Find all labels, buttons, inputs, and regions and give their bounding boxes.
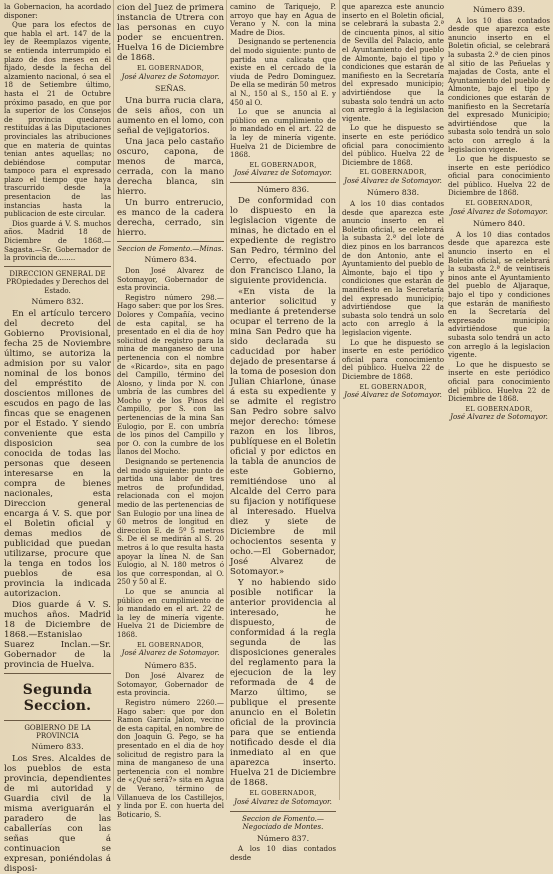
section-heading: DIRECCION GENERAL DE PROpiedades y Derechos del Estado. [6, 269, 109, 295]
paragraph: Y no habiendo sido posible notificar la anterior providencia al interesado, he dispuesto, de conformidad á la regla segunda de las disposiciones generales del reglamento para la ejecucion de la ley reformada de 4 de Marzo último, se publique el presente anuncio en el Boletin oficial de la provincia para que se entienda notificado desde el dia inmediato al en que aparezca inserto. Huelva 21 de Diciembre de 1868. [230, 578, 336, 789]
signature-title: EL GOBERNADOR, [359, 382, 427, 391]
notice-number: Número 838. [366, 188, 420, 198]
paragraph: Registro número 298.—Hago saber: que por los Sres. Dolores y Compañía, vecino de esta capital, se ha presentado en el dia de hoy solicitud de registro para la mina de manganeso de una pertenencia con el nombre de «Ricardo», sita en pago del Campillo, término del Alosno, y linda por N. con umbría de las cumbres del Mocho y de los Pinos del Campillo, por S. con las pertenencias de la mina San Eulogio, por E. con umbría de los pinos del Campillo y por O. con la cumbre de los llanos del Mocho. [117, 292, 224, 457]
paragraph: En el artículo tercero del decreto del Gobierno Provisional, fecha 25 de Noviembre último, se autoriza la admision por su valor nominal de los bonos del empréstito de doscientos millones de escudos en pago de las fincas que se enagenen por el Estado. Y siendo conveniente que esta disposicion sea conocida de todas las personas que deseen interesarse en la compra de bienes nacionales, esta Direccion general encarga á V. S. que por el Boletin oficial y demas medios de publicidad que puedan utilizarse, procure que la tenga en todos los pueblos de esa provincia la indicada autorizacion. [4, 308, 111, 599]
divider [4, 673, 111, 674]
signature-title: EL GOBERNADOR, [136, 64, 205, 72]
paragraph: Lo que se anuncia al público en cumplimiento de lo mandado en el art. 22 de la ley de minería vigente. Huelva 21 de Diciembre de 1868. [230, 107, 336, 160]
column-1 [4, 2, 111, 874]
paragraph: Lo que he dispuesto se inserte en este periódico oficial para conocimiento del público. Huelva 22 de Diciembre de 1868. [448, 154, 550, 198]
section-heading: Seccion de Fomento.—Negociado de Montes. [241, 813, 324, 832]
paragraph: Que para los efectos de que habla el art. 147 de la ley de Reemplazos vigente, se entienda interrumpido el plazo de dos meses en él fijado, desde la fecha del alzamiento nacional, ó sea el 18 de Setiembre último, hasta el 21 de Octubre próximo pasado, en que por la superior de los Consejos de provincia quedaron restituidas á las Diputaciones provinciales las atribuciones que en materia de quintas tenian antes aquellas; no debiéndose computar tampoco para el expresado plazo el tiempo que haya trascurrido desde la presentacion de las instancias hasta la publicacion de este circular. [4, 20, 111, 219]
paragraph: A los 10 dias contados desde que aparezca este anuncio inserto en el Boletin oficial, se celebrará la subasta 2.ª del lote de diez pinos en los barrancos de don Antonio, ante el Ayuntamiento del pueblo de Almonte, bajo el tipo y condiciones que estarán de manifiesto en la Secretaría del expresado municipio; advirtiéndose que la subasta solo tendrá un solo acto con arreglo á la legislacion vigente. [342, 199, 444, 337]
notice-number: Número 840. [472, 219, 526, 229]
signature: José Alvarez de Sotomayor. [121, 71, 220, 81]
paragraph: Dios guarde á V. S. muchos años. Madrid 18 de Diciembre de 1868.—Estanislao Suarez Inclan.—Sr. Gobernador de la provincia de Huelva. [4, 599, 111, 670]
paragraph: Don José Alvarez de Sotomayor, Gobernador de esta provincia. [117, 671, 224, 698]
signature-title: EL GOBERNADOR, [249, 160, 317, 169]
signature-title: EL GOBERNADOR, [465, 404, 533, 413]
column-rule [339, 0, 340, 800]
column-rule [113, 0, 114, 800]
paragraph: «En vista de la anterior solicitud y mediante á pretenderse ocupar el terreno de la mina San Pedro que ha sido declarada su caducidad por haber dejado de presentarse á la toma de posesion don Julian Chiarlone, únase á esta su expediente y se admite el registro San Pedro sobre salvo mejor derecho: tómese razon en los libros, publíquese en el Boletin oficial y por edictos en la tabla de anuncios de este Gobierno, remitiéndose uno al Alcalde del Cerro para su fijacion y notifíquese al interesado. Huelva diez y siete de Diciembre de mil ochocientos sesenta y ocho.—El Gobernador, José Alvarez de Sotomayor.» [230, 287, 336, 578]
divider [117, 241, 224, 242]
signature: José Alvarez de Sotomayor. [121, 648, 220, 658]
signature: José Alvarez de Sotomayor. [344, 390, 442, 400]
paragraph: Una jaca pelo castaño oscuro, capona, de menos de marca, cerrada, con la mano derecha blanca, sin hierro. [117, 136, 224, 197]
signature: José Alvarez de Sotomayor. [450, 412, 548, 422]
signature: José Alvarez de Sotomayor. [234, 168, 332, 178]
notice-number: Número 837. [256, 833, 310, 843]
section-heading: GOBIERNO DE LA PROVINCIA [24, 723, 91, 741]
paragraph: Don José Alvarez de Sotomayor, Gobernador de esta provincia. [117, 265, 224, 293]
signature: José Alvarez de Sotomayor. [234, 797, 332, 807]
paragraph: Los Sres. Alcaldes de los pueblos de esta provincia, dependientes de mi autoridad y Guardia civil de la misma averiguarán el paradero de las caballerías con las señas que á continuacion se expresan, poniéndolas á disposi- [4, 754, 111, 874]
divider [230, 182, 336, 183]
paragraph: Lo que he dispuesto se inserte en este periódico oficial para conocimiento del público. Huelva 22 de Diciembre de 1868. [342, 337, 444, 381]
paragraph: Registro número 2260.—Hago saber: que por don Ramon García Jalon, vecino de esta capital, en nombre de don Joaquin G. Pego, se ha presentado en el dia de hoy solicitud de registro para la mina de manganeso de una pertenencia con el nombre de «¿Qué será?» sita en Agua de Verano, término de Villanueva de los Castillejos, y linda por E. con huerta del Boticario, S. [117, 698, 224, 819]
notice-number: Número 833. [31, 742, 84, 752]
divider [4, 720, 111, 721]
signature-title: EL GOBERNADOR, [136, 640, 205, 649]
paragraph: Lo que he dispuesto se inserte en este periódico oficial para conocimiento del público. Huelva 22 de Diciembre de 1868. [342, 123, 444, 167]
paragraph: cion del Juez de primera instancia de Utrera con las personas en cuyo poder se encuentren. Huelva 16 de Diciembre de 1868. [117, 3, 224, 63]
paragraph: De conformidad con lo dispuesto en la legislacion vigente de minas, he dictado en el expediente de registro San Pedro, término del Cerro, efectuado por don Francisco Llano, la siguiente providencia. [230, 196, 336, 287]
signature: José Alvarez de Sotomayor. [344, 175, 442, 185]
notice-number: Número 832. [31, 297, 84, 307]
paragraph: Un burro entrerucio, es manco de la cadera derecha, cerrado, sin hierro. [117, 197, 224, 238]
signature-title: EL GOBERNADOR, [465, 199, 533, 208]
signature-title: EL GOBERNADOR, [359, 168, 427, 177]
paragraph: Lo que he dispuesto se inserte en este periódico oficial para conocimiento del público. Huelva 22 de Diciembre de 1868. [448, 359, 550, 404]
paragraph: que aparezca este anuncio inserto en el Boletin oficial, se celebrará la subasta 2.ª de cincuenta pinos, al sitio de Sevilla del Palacio, ante el Ayuntamiento del pueblo de Almonte, bajo el tipo y condiciones que estarán de manifiesto en la Secretaría del expresado municipio; advirtiéndose que la subasta solo tendrá un acto con arreglo á la legislacion vigente. [342, 2, 444, 123]
divider [230, 811, 336, 812]
column-2 [117, 3, 224, 819]
paragraph: la Gobernacion, ha acordado disponer: [4, 2, 111, 20]
column-4 [342, 3, 444, 798]
column-5 [448, 3, 550, 798]
notice-number: Número 836. [256, 184, 310, 194]
paragraph: Designando se pertenencia del modo siguiente: punto de partida una calicata que existe en el cercado de la viuda de Pedro Dominguez. De ella se medirán 50 metros al N., 150 al S., 150 al E. y 450 al O. [230, 37, 336, 107]
paragraph: A los 10 dias contados desde que aparezca este anuncio inserto en el Boletin oficial, se celebrará la subasta 2.ª de cien pinos al sitio de las Peñuelas y majadas de Costa, ante el Ayuntamiento del pueblo de Almonte, bajo el tipo y condiciones que estarán de manifiesto en la Secretaría del expresado Municipio; advirtiéndose que la subasta solo tendrá un solo acto con arreglo á la legislacion vigente. [448, 15, 550, 154]
paragraph: Lo que se anuncia al público en cumplimiento de lo mandado en el art. 22 de la ley de minería vigente. Huelva 21 de Diciembre de 1868. [117, 586, 224, 639]
paragraph: Una burra rucia clara, de seis años, con un aumento en el lomo, con señal de vejigatorios. [117, 95, 224, 136]
column-rule [226, 0, 227, 800]
paragraph: camino de Tariquejo, P. arroyo que hay en Agua de Verano y N. con la mina Madre de Dios. [230, 2, 336, 37]
notice-number: Número 834. [144, 255, 197, 265]
section-title: Segunda Seccion. [22, 681, 93, 714]
signature: José Alvarez de Sotomayor. [450, 206, 548, 216]
notice-number: Número 835. [144, 660, 197, 670]
paragraph: A los 10 dias contados desde que aparezca este anuncio inserto en el Boletin oficial, se celebrará la subasta 2.ª de veintiseis pinos ante el Ayuntamiento del pueblo de Aljaraque, bajo el tipo y condiciones que estarán de manifiesto en la Secretaría del expresado municipio; advirtiéndose que la subasta solo tendrá un acto con arreglo á la legislacion vigente. [448, 229, 550, 360]
divider [4, 266, 111, 267]
section-heading: Seccion de Fomento.—Minas. [117, 243, 224, 253]
column-3 [230, 2, 336, 863]
paragraph: Dios guarde á V. S. muchos años. Madrid 18 de Diciembre de 1868.—Sagasta.—Sr. Gobernador de la provincia de........ [4, 218, 111, 263]
signature-title: EL GOBERNADOR, [249, 789, 317, 798]
paragraph: Designando se pertenencia del modo siguiente: punto de partida una labor de tres metros de profundidad, relacionada con el mojon medio de las pertenencias de San Eulogio por una línea de 60 metros de longitud en direccion E. de 5º 5 metros S. De él se medirán al S. 20 metros á lo que resulta hasta apoyar la línea N. de San Eulogio, al N. 180 metros ó los que correspondan, al O. 250 y 50 al E. [117, 457, 224, 587]
notice-number: Número 839. [472, 5, 526, 14]
paragraph: A los 10 dias contados desde [230, 844, 336, 863]
notice-heading: SEÑAS. [154, 84, 187, 94]
